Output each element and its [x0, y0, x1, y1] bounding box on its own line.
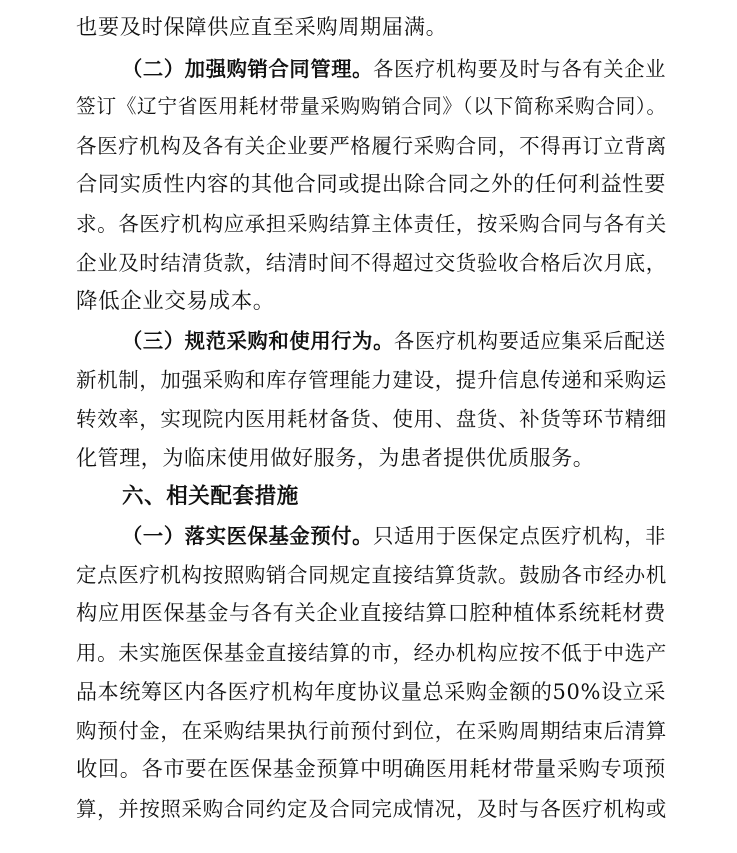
- section-heading-line: [122, 517, 666, 555]
- line-text: 用。未实施医保基金直接结算的市，经办机构应按不低于中选产: [76, 641, 667, 665]
- line-text: 各医疗机构要适应集采后配送: [394, 329, 666, 353]
- paragraph-line: [76, 205, 666, 243]
- paragraph-line: [76, 439, 596, 477]
- paragraph-line: [76, 88, 666, 126]
- paragraph-line: [76, 595, 666, 633]
- paragraph-line: [76, 634, 666, 672]
- paragraph-line: [76, 712, 666, 750]
- line-text: 只适用于医保定点医疗机构，非: [373, 524, 666, 548]
- line-text: 求。各医疗机构应承担采购结算主体责任，按采购合同与各有关: [76, 212, 667, 236]
- subsection-title: （三）规范采购和使用行为。: [122, 329, 395, 353]
- line-text: 新机制，加强采购和库存管理能力建设，提升信息传递和采购运: [76, 368, 667, 392]
- line-text: 定点医疗机构按照购销合同规定直接结算货款。鼓励各市经办机: [76, 563, 667, 587]
- chapter-heading: [122, 478, 382, 516]
- subsection-title: （二）加强购销合同管理。: [122, 57, 374, 81]
- paragraph-line: [76, 166, 666, 204]
- paragraph-line: [76, 283, 276, 321]
- line-text: 化管理，为临床使用做好服务，为患者提供优质服务。: [76, 446, 595, 470]
- paragraph-line: [76, 673, 666, 711]
- paragraph-line: [76, 244, 666, 282]
- line-text: 合同实质性内容的其他合同或提出除合同之外的任何利益性要: [76, 172, 666, 197]
- line-text: 收回。各市要在医保基金预算中明确医用耗材带量采购专项预: [76, 757, 666, 782]
- line-text: 品本统筹区内各医疗机构年度协议量总采购金额的50%设立采: [76, 680, 666, 704]
- paragraph-line: [76, 790, 666, 828]
- paragraph-line: [76, 556, 666, 594]
- paragraph-line: [76, 9, 446, 47]
- paragraph-line: [76, 400, 666, 438]
- line-text: 企业及时结清货款，结清时间不得超过交货验收合格后次月底，: [76, 251, 667, 275]
- chapter-title: 六、相关配套措施: [122, 484, 299, 509]
- line-text: 转效率，实现院内医用耗材备货、使用、盘货、补货等环节精细: [76, 407, 667, 431]
- section-heading-line: [122, 50, 666, 88]
- line-text: 购预付金，在采购结果执行前预付到位，在采购周期结束后清算: [76, 719, 667, 743]
- line-text: 构应用医保基金与各有关企业直接结算口腔种植体系统耗材费: [76, 601, 666, 626]
- section-heading-line: [122, 322, 666, 360]
- paragraph-line: [76, 751, 666, 789]
- line-text: 签订《辽宁省医用耗材带量采购购销合同》（以下简称采购合同）。: [76, 95, 667, 118]
- line-text: 算，并按照采购合同约定及合同完成情况，及时与各医疗机构或: [76, 797, 667, 821]
- line-text: 各医疗机构要及时与各有关企业: [373, 57, 666, 81]
- paragraph-line: [76, 127, 666, 165]
- subsection-title: （一）落实医保基金预付。: [122, 524, 374, 548]
- line-text: 降低企业交易成本。: [76, 289, 275, 314]
- paragraph-line: [76, 361, 666, 399]
- line-text: 也要及时保障供应直至采购周期届满。: [76, 15, 448, 40]
- line-text: 各医疗机构及各有关企业要严格履行采购合同，不得再订立背离: [76, 134, 667, 158]
